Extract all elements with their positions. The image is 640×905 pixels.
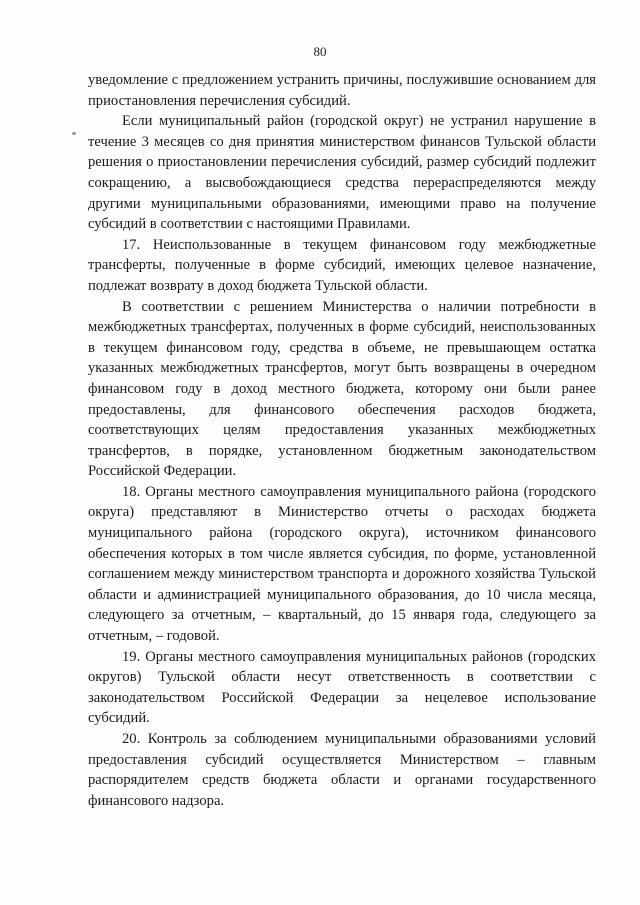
paragraph-item-18: 18. Органы местного самоуправления муниципального района (городского округа) представляют в Министерство отчеты о расходах бюджета муниципального района (городского округа), источником финансового обеспечения которых в том числе является субсидия, по форме, установленной соглашением между министерством транспорта и дорожного хозяйства Тульской области и администрацией муниципального образования, до 10 числа месяца, следующего за отчетным, – квартальный, до 15 января года, следующего за отчетным, – годовой.	[88, 483, 596, 645]
paragraph-item-19: 19. Органы местного самоуправления муниципальных районов (городских округов) Тульской области несут ответственность в соответствии с законодательством Российской Федерации за нецелевое использование субсидий.	[88, 648, 596, 727]
paragraph-item-17: 17. Неиспользованные в текущем финансовом году межбюджетные трансферты, полученные в форме субсидий, имеющих целевое назначение, подлежат возврату в доход бюджета Тульской области.	[88, 236, 596, 294]
document-body	[88, 70, 596, 811]
page-number: 80	[313, 44, 327, 59]
paragraph-return-decision: В соответствии с решением Министерства о наличии потребности в межбюджетных трансфертах, полученных в форме субсидий, неиспользованных в текущем финансовом году, средства в объеме, не превышающем остатка указанных межбюджетных трансфертов, могут быть возвращены в очередном финансовом году в доход местного бюджета, которому они были ранее предоставлены, для финансового обеспечения расходов бюджета, соответствующих целям предоставления указанных межбюджетных трансфертов, в порядке, установленном бюджетным законодательством Российской Федерации.	[88, 298, 596, 480]
paragraph-subsidy-reduction: Если муниципальный район (городской округ) не устранил нарушение в течение 3 месяцев со дня принятия министерством финансов Тульской области решения о приостановлении перечисления субсидий, размер субсидий подлежит сокращению, а высвобождающиеся средства перераспределяются между другими муниципальными образованиями, имеющими право на получение субсидий в соответствии с настоящими Правилами.	[88, 113, 596, 233]
paragraph-item-20: 20. Контроль за соблюдением муниципальными образованиями условий предоставления субсидий осуществляется Министерством – главным распорядителем средств бюджета области и органами государственного финансового надзора.	[88, 731, 596, 809]
paragraph-continuation: уведомление с предложением устранить причины, послужившие основанием для приостановления перечисления субсидий.	[88, 72, 596, 109]
scan-mark	[72, 132, 76, 135]
